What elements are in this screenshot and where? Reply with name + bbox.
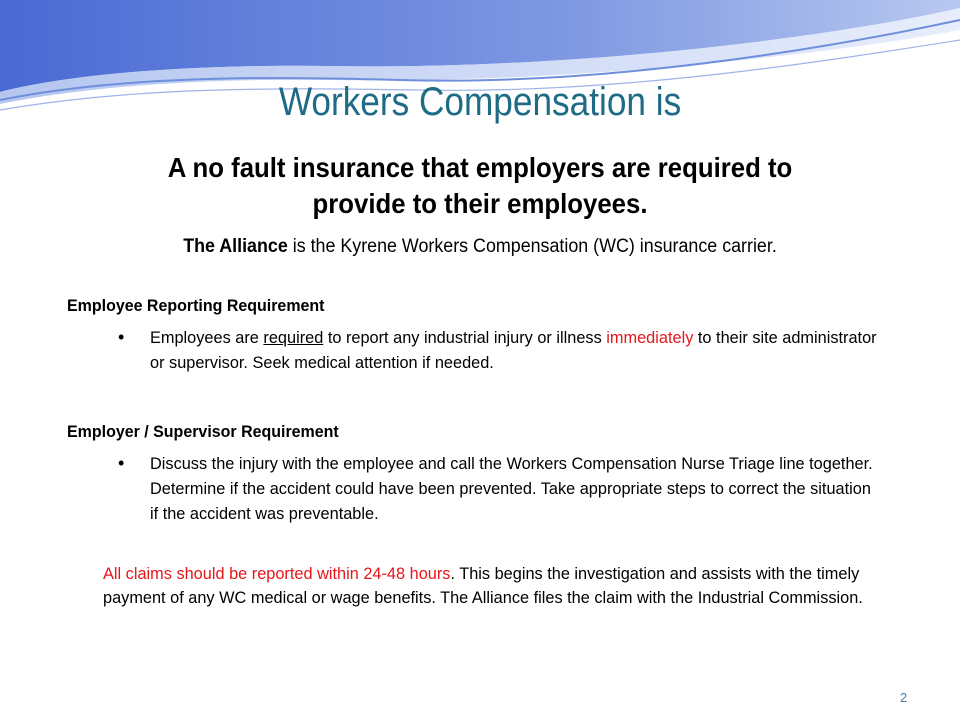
page-number: 2 [900, 690, 908, 705]
section-heading-employee: Employee Reporting Requirement [67, 296, 325, 315]
section-heading-employer: Employer / Supervisor Requirement [67, 422, 339, 441]
closing-paragraph: All claims should be reported within 24-48 hours. This begins the investigation and assists with the timely payment of any WC medical or wage benefits. The Alliance files the claim with the Industrial Commission. [103, 564, 863, 607]
underlined-word: required [263, 328, 324, 347]
carrier-rest: is the Kyrene Workers Compensation (WC) insurance carrier. [287, 236, 777, 257]
bullet-employee: Employees are required to report any industrial injury or illness immediately to their site administrator or supervisor. Seek medical attention if needed. [150, 328, 877, 372]
bullet-icon: • [118, 327, 125, 347]
carrier-statement [66, 236, 893, 258]
bullet-employer: Discuss the injury with the employee and call the Workers Compensation Nurse Triage line together. Determine if the accident could have been prevented. Take appropriate steps to correct the situation if the accident was preventable. [150, 454, 873, 523]
page-title: Workers Compensation is [278, 80, 682, 124]
closing-highlight: All claims should be reported within 24-48 hours [103, 564, 451, 583]
subtitle: A no fault insurance that employers are required to provide to their employees. [167, 152, 793, 219]
bullet-icon: • [118, 453, 125, 473]
carrier-name: The Alliance [183, 236, 288, 257]
highlight-word: immediately [606, 328, 694, 347]
